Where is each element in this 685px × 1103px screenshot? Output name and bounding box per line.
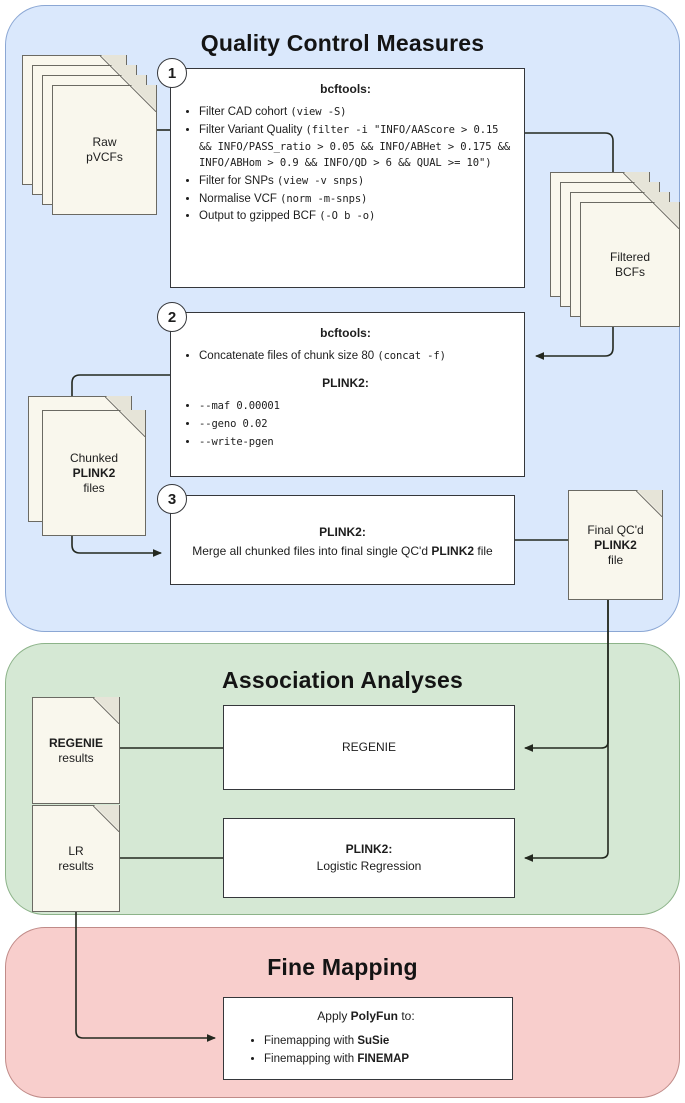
document-label: Raw pVCFs — [86, 135, 123, 164]
box-lr-description: Logistic Regression — [316, 859, 422, 873]
document-label: Chunked PLINK2 files — [69, 450, 119, 495]
process-box-polyfun — [223, 997, 513, 1080]
document-regenie-results — [32, 697, 120, 804]
process-box-bcftools-filter — [170, 68, 525, 288]
document-chunked-plink2-files — [28, 396, 146, 536]
box2-header-plink2: PLINK2: — [322, 376, 369, 391]
step-number-2: 2 — [157, 302, 187, 332]
box-fine-bullet-1: • Finemapping with SuSie — [264, 1033, 504, 1050]
document-label: LR results — [58, 843, 94, 873]
box1-bullet-3: • Filter for SNPs (view -v snps) — [199, 173, 514, 190]
box2-header-bcftools: bcftools: — [320, 326, 371, 340]
box1-bullet-5: • Output to gzipped BCF (-O b -o) — [199, 208, 514, 225]
document-raw-pvcfs — [22, 55, 157, 215]
document-sheet-front — [580, 202, 680, 327]
step-number-3: 3 — [157, 484, 187, 514]
box2-bullet-list-bcftools — [177, 348, 514, 365]
page-fold-edge — [636, 490, 663, 517]
document-label: REGENIE results — [48, 735, 103, 765]
process-box-regenie — [223, 705, 515, 790]
box2-bullet-4: • --write-pgen — [199, 434, 514, 451]
section-title-association-analyses: Association Analyses — [222, 667, 463, 693]
page-fold-edge — [93, 805, 120, 832]
box-fine-bullet-2: • Finemapping with FINEMAP — [264, 1051, 504, 1068]
box3-description: Merge all chunked files into final single QC'd PLINK2 file — [192, 544, 493, 559]
document-label: Filtered BCFs — [609, 249, 650, 279]
box-regenie-label: REGENIE — [341, 739, 396, 754]
box3-header: PLINK2: — [319, 525, 366, 539]
box2-bullet-2: • --maf 0.00001 — [199, 398, 514, 415]
page-fold-edge — [130, 85, 157, 112]
document-label: Final QC'd PLINK2 file — [587, 522, 644, 567]
section-title-quality-control: Quality Control Measures — [200, 30, 485, 56]
document-sheet-front — [42, 410, 146, 536]
box3-content — [171, 524, 514, 561]
box-fine-header: Apply PolyFun to: — [317, 1009, 415, 1023]
document-sheet-front — [32, 697, 120, 804]
process-box-concat-plink2 — [170, 312, 525, 477]
document-sheet-front — [568, 490, 663, 600]
document-final-qcd-plink2-file — [568, 490, 663, 600]
page-fold-edge — [653, 202, 680, 229]
document-sheet-front — [32, 805, 120, 912]
box1-bullet-2: • Filter Variant Quality (filter -i "INFO/AAScore > 0.15 && INFO/PASS_ratio > 0.05 && INFO/ABHet > 0.175 && INFO/ABHom > 0.9 && INFO/QD > 6 && QUAL >= 10") — [199, 122, 514, 172]
document-sheet-front — [52, 85, 157, 215]
box2-bullet-list-plink2 — [177, 398, 514, 450]
step-number-1: 1 — [157, 58, 187, 88]
box1-header: bcftools: — [320, 82, 371, 96]
section-title-fine-mapping: Fine Mapping — [267, 954, 418, 980]
page-fold-edge — [119, 410, 146, 437]
page-fold-edge — [93, 697, 120, 724]
box-lr-header: PLINK2: — [345, 841, 393, 856]
box2-bullet-1: • Concatenate files of chunk size 80 (concat -f) — [199, 348, 514, 365]
box1-bullet-1: • Filter CAD cohort (view -S) — [199, 104, 514, 121]
box2-bullet-3: • --geno 0.02 — [199, 416, 514, 433]
box-fine-bullet-list — [228, 1033, 504, 1067]
box1-bullet-4: • Normalise VCF (norm -m-snps) — [199, 191, 514, 208]
process-box-merge-chunks — [170, 495, 515, 585]
document-filtered-bcfs — [550, 172, 680, 327]
process-box-plink2-logistic-regression — [223, 818, 515, 898]
box1-bullet-list — [177, 104, 514, 225]
document-lr-results — [32, 805, 120, 912]
